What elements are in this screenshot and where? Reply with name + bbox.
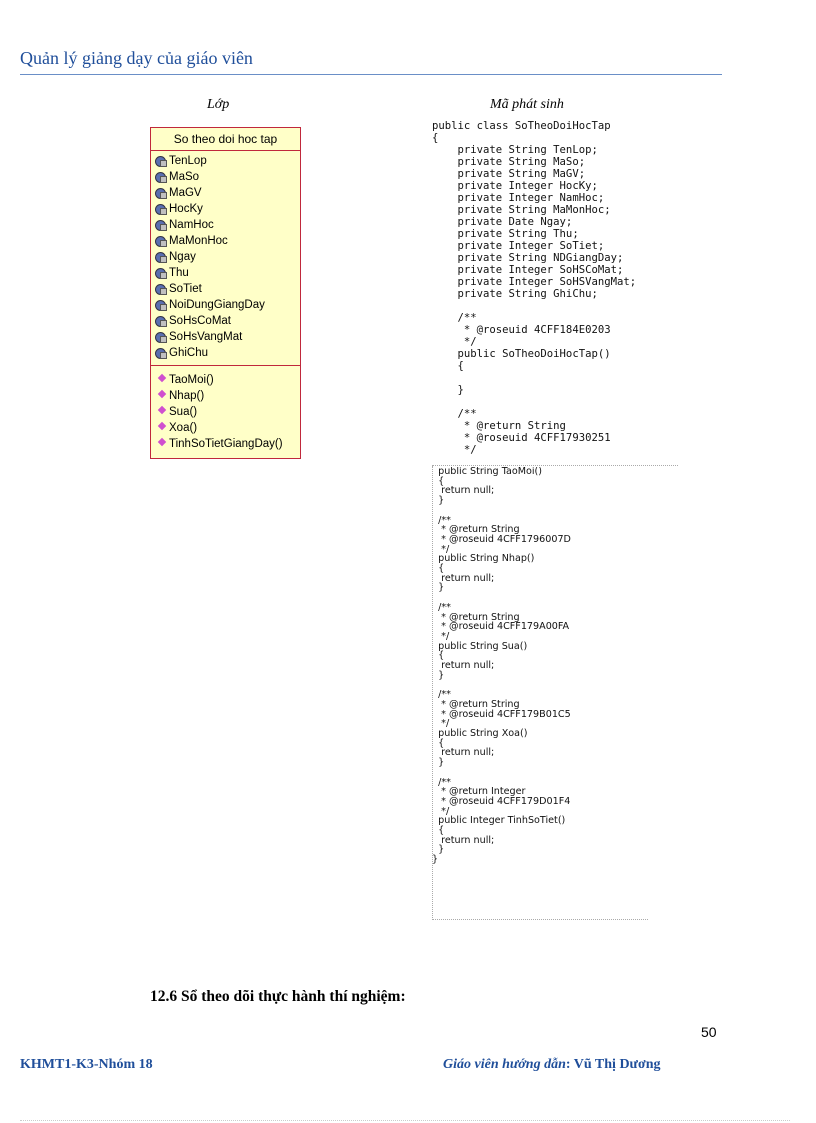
uml-attribute — [151, 169, 300, 185]
code-border-bottom — [432, 919, 648, 920]
uml-operation-label: TinhSoTietGiangDay() — [169, 438, 283, 450]
attribute-icon — [155, 155, 167, 167]
generated-code-part2: public String TaoMoi() { return null; } /** * @return String * @roseuid 4CFF1796007D */ public String Nhap() { return null; } /** * @return String * @roseuid 4CFF179A00FA */ public String Sua() { return null; } /** * @return String * @roseuid 4CFF179B01C5 */ public String Xoa() { return null; } /** * @return Integer * @roseuid 4CFF179D01F4 */ public Integer TinhSoTiet() { return null; } } — [432, 467, 571, 866]
attribute-icon — [155, 283, 167, 295]
attribute-icon — [155, 219, 167, 231]
footer-instructor-name: : Vũ Thị Dương — [565, 1057, 661, 1072]
uml-operation — [151, 404, 300, 420]
footer-instructor — [443, 1057, 661, 1073]
uml-attribute — [151, 329, 300, 345]
uml-attribute — [151, 201, 300, 217]
uml-attribute — [151, 345, 300, 361]
attribute-icon — [155, 347, 167, 359]
page-number: 50 — [701, 1024, 717, 1040]
uml-operation — [151, 436, 300, 452]
bottom-dotted-rule — [20, 1120, 790, 1121]
uml-attribute-label: Ngay — [169, 251, 196, 263]
class-column-label: Lớp — [207, 97, 230, 112]
uml-attribute — [151, 233, 300, 249]
uml-attribute — [151, 313, 300, 329]
attribute-icon — [155, 315, 167, 327]
uml-attribute — [151, 297, 300, 313]
uml-operation-label: Sua() — [169, 406, 198, 418]
uml-attribute — [151, 265, 300, 281]
code-column-label: Mã phát sinh — [490, 97, 564, 112]
uml-operations — [151, 366, 300, 452]
uml-attribute — [151, 217, 300, 233]
uml-attribute-label: SoHsVangMat — [169, 331, 243, 343]
uml-attribute-label: GhiChu — [169, 347, 208, 359]
operation-icon — [158, 406, 166, 414]
uml-class-name: So theo doi hoc tap — [151, 128, 300, 151]
generated-code-part1: public class SoTheoDoiHocTap { private String TenLop; private String MaSo; private String MaGV; private Integer HocKy; private Integer NamHoc; private String MaMonHoc; private Date Ngay; private String Thu; private Integer SoTiet; private String NDGiangDay; private Integer SoHSCoMat; private Integer SoHSVangMat; private String GhiChu; /** * @roseuid 4CFF184E0203 */ public SoTheoDoiHocTap() { } /** * @return String * @roseuid 4CFF17930251 */ — [432, 120, 637, 456]
attribute-icon — [155, 203, 167, 215]
uml-operation — [151, 420, 300, 436]
attribute-icon — [155, 187, 167, 199]
footer-group: KHMT1-K3-Nhóm 18 — [20, 1057, 153, 1072]
footer-instructor-label: Giáo viên hướng dẫn — [443, 1057, 566, 1072]
attribute-icon — [155, 235, 167, 247]
attribute-icon — [155, 251, 167, 263]
uml-attribute — [151, 249, 300, 265]
code-separator — [432, 465, 678, 466]
uml-attribute — [151, 185, 300, 201]
uml-attribute-label: SoTiet — [169, 283, 202, 295]
uml-operation — [151, 388, 300, 404]
uml-attribute-label: NoiDungGiangDay — [169, 299, 265, 311]
attribute-icon — [155, 299, 167, 311]
operation-icon — [158, 422, 166, 430]
uml-attribute-label: MaGV — [169, 187, 202, 199]
attribute-icon — [155, 171, 167, 183]
uml-attribute-label: MaSo — [169, 171, 200, 183]
uml-class-box — [150, 127, 301, 459]
uml-attribute-label: TenLop — [169, 155, 207, 167]
operation-icon — [158, 374, 166, 382]
uml-operation-label: TaoMoi() — [169, 374, 214, 386]
page-header-title: Quản lý giảng dạy của giáo viên — [20, 48, 253, 68]
header-divider — [20, 74, 722, 75]
operation-icon — [158, 390, 166, 398]
uml-attribute — [151, 281, 300, 297]
uml-attribute-label: Thu — [169, 267, 189, 279]
uml-attribute — [151, 153, 300, 169]
uml-attribute-label: MaMonHoc — [169, 235, 228, 247]
attribute-icon — [155, 331, 167, 343]
uml-attributes — [151, 151, 300, 366]
uml-operation — [151, 372, 300, 388]
section-heading: 12.6 Sổ theo dõi thực hành thí nghiệm: — [150, 988, 406, 1005]
uml-operation-label: Nhap() — [169, 390, 205, 402]
uml-attribute-label: NamHoc — [169, 219, 214, 231]
operation-icon — [158, 438, 166, 446]
attribute-icon — [155, 267, 167, 279]
uml-attribute-label: SoHsCoMat — [169, 315, 231, 327]
uml-operation-label: Xoa() — [169, 422, 198, 434]
uml-attribute-label: HocKy — [169, 203, 203, 215]
